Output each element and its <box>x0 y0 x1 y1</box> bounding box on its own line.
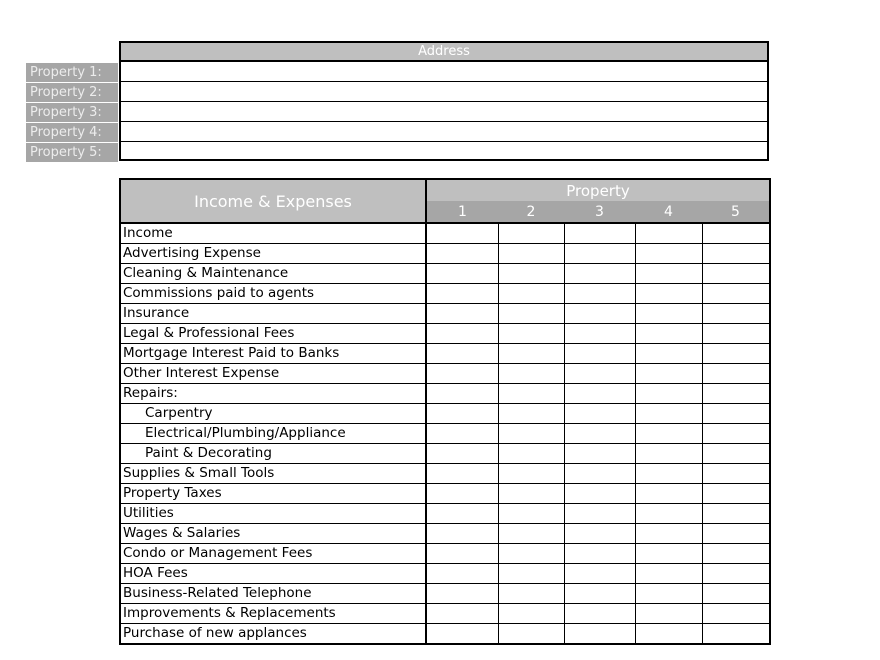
row-label: Income <box>120 223 426 244</box>
row-label: HOA Fees <box>120 564 426 584</box>
table-row <box>120 344 770 364</box>
row-label: Purchase of new applances <box>120 624 426 645</box>
row-label: Advertising Expense <box>120 244 426 264</box>
property-4-cell[interactable] <box>635 284 702 304</box>
property-1-cell[interactable] <box>426 223 498 244</box>
property-1-cell[interactable] <box>426 264 498 284</box>
property-1-cell[interactable] <box>426 424 498 444</box>
property-1-cell[interactable] <box>426 624 498 645</box>
table-row <box>120 504 770 524</box>
table-row <box>120 604 770 624</box>
property-1-cell[interactable] <box>426 284 498 304</box>
address-input-3[interactable] <box>119 101 769 121</box>
property-2-cell[interactable] <box>498 584 564 604</box>
property-2-cell[interactable] <box>498 404 564 424</box>
property-3-cell[interactable] <box>564 264 635 284</box>
row-label: Improvements & Replacements <box>120 604 426 624</box>
property-3-cell[interactable] <box>564 464 635 484</box>
property-5-cell[interactable] <box>702 364 770 384</box>
property-3-cell[interactable] <box>564 223 635 244</box>
property-1-cell[interactable] <box>426 344 498 364</box>
address-header: Address <box>119 41 769 61</box>
property-4-cell[interactable] <box>635 404 702 424</box>
table-row <box>120 264 770 284</box>
table-row <box>120 244 770 264</box>
property-4-cell[interactable] <box>635 604 702 624</box>
property-3-cell[interactable] <box>564 244 635 264</box>
property-2-cell[interactable] <box>498 384 564 404</box>
property-3-cell[interactable] <box>564 484 635 504</box>
property-4-cell[interactable] <box>635 504 702 524</box>
property-5-cell[interactable] <box>702 284 770 304</box>
property-number-2: 2 <box>498 201 564 223</box>
property-5-cell[interactable] <box>702 404 770 424</box>
property-3-cell[interactable] <box>564 344 635 364</box>
property-1-cell[interactable] <box>426 524 498 544</box>
property-5-cell[interactable] <box>702 564 770 584</box>
property-5-cell[interactable] <box>702 244 770 264</box>
table-row <box>120 364 770 384</box>
row-label: Condo or Management Fees <box>120 544 426 564</box>
table-row <box>120 624 770 645</box>
property-4-cell[interactable] <box>635 384 702 404</box>
property-4-cell[interactable] <box>635 304 702 324</box>
property-1-cell[interactable] <box>426 484 498 504</box>
property-4-cell[interactable] <box>635 324 702 344</box>
property-2-cell[interactable] <box>498 464 564 484</box>
property-4-cell[interactable] <box>635 544 702 564</box>
property-1-cell[interactable] <box>426 604 498 624</box>
property-2-cell[interactable] <box>498 284 564 304</box>
table-row <box>120 304 770 324</box>
property-2-cell[interactable] <box>498 564 564 584</box>
row-label: Carpentry <box>120 404 426 424</box>
property-3-cell[interactable] <box>564 444 635 464</box>
property-1-cell[interactable] <box>426 404 498 424</box>
property-3-cell[interactable] <box>564 304 635 324</box>
row-label: Legal & Professional Fees <box>120 324 426 344</box>
row-label: Commissions paid to agents <box>120 284 426 304</box>
property-number-4: 4 <box>635 201 702 223</box>
row-label: Property Taxes <box>120 484 426 504</box>
property-2-cell[interactable] <box>498 544 564 564</box>
row-label: Repairs: <box>120 384 426 404</box>
property-2-cell[interactable] <box>498 424 564 444</box>
income-expenses-body <box>120 223 770 644</box>
property-5-cell[interactable] <box>702 504 770 524</box>
property-3-cell[interactable] <box>564 404 635 424</box>
row-label: Mortgage Interest Paid to Banks <box>120 344 426 364</box>
table-row <box>120 524 770 544</box>
property-5-cell[interactable] <box>702 524 770 544</box>
property-1-cell[interactable] <box>426 244 498 264</box>
property-2-cell[interactable] <box>498 484 564 504</box>
property-5-cell[interactable] <box>702 223 770 244</box>
table-row <box>120 424 770 444</box>
property-4-cell[interactable] <box>635 364 702 384</box>
property-1-cell[interactable] <box>426 464 498 484</box>
property-3-cell[interactable] <box>564 364 635 384</box>
property-label-4: Property 4: <box>26 123 118 142</box>
property-2-cell[interactable] <box>498 244 564 264</box>
row-label: Insurance <box>120 304 426 324</box>
property-4-cell[interactable] <box>635 624 702 645</box>
address-input-1[interactable] <box>119 61 769 81</box>
property-5-cell[interactable] <box>702 264 770 284</box>
property-5-cell[interactable] <box>702 464 770 484</box>
property-5-cell[interactable] <box>702 484 770 504</box>
property-5-cell[interactable] <box>702 424 770 444</box>
property-3-cell[interactable] <box>564 524 635 544</box>
table-row <box>120 564 770 584</box>
property-4-cell[interactable] <box>635 584 702 604</box>
property-3-cell[interactable] <box>564 564 635 584</box>
property-2-cell[interactable] <box>498 264 564 284</box>
property-2-cell[interactable] <box>498 524 564 544</box>
property-number-1: 1 <box>426 201 498 223</box>
property-2-cell[interactable] <box>498 324 564 344</box>
property-3-cell[interactable] <box>564 284 635 304</box>
property-1-cell[interactable] <box>426 384 498 404</box>
property-number-5: 5 <box>702 201 770 223</box>
row-label: Business-Related Telephone <box>120 584 426 604</box>
property-1-cell[interactable] <box>426 364 498 384</box>
property-4-cell[interactable] <box>635 244 702 264</box>
property-4-cell[interactable] <box>635 344 702 364</box>
row-label: Supplies & Small Tools <box>120 464 426 484</box>
property-5-cell[interactable] <box>702 324 770 344</box>
property-3-cell[interactable] <box>564 544 635 564</box>
property-4-cell[interactable] <box>635 264 702 284</box>
property-2-cell[interactable] <box>498 304 564 324</box>
table-row <box>120 284 770 304</box>
property-label-2: Property 2: <box>26 83 118 102</box>
table-row <box>120 384 770 404</box>
row-label: Utilities <box>120 504 426 524</box>
row-label: Electrical/Plumbing/Appliance <box>120 424 426 444</box>
property-2-cell[interactable] <box>498 344 564 364</box>
property-2-cell[interactable] <box>498 604 564 624</box>
table-row <box>120 584 770 604</box>
table-row <box>120 484 770 504</box>
property-3-cell[interactable] <box>564 584 635 604</box>
property-label-1: Property 1: <box>26 63 118 82</box>
table-row <box>120 444 770 464</box>
property-2-cell[interactable] <box>498 364 564 384</box>
property-1-cell[interactable] <box>426 304 498 324</box>
property-4-cell[interactable] <box>635 484 702 504</box>
property-3-cell[interactable] <box>564 424 635 444</box>
property-4-cell[interactable] <box>635 524 702 544</box>
property-number-3: 3 <box>564 201 635 223</box>
property-5-cell[interactable] <box>702 344 770 364</box>
property-4-cell[interactable] <box>635 564 702 584</box>
table-row <box>120 404 770 424</box>
property-header: Property <box>426 179 770 201</box>
address-table-bottom-border <box>119 159 769 161</box>
property-2-cell[interactable] <box>498 504 564 524</box>
property-1-cell[interactable] <box>426 544 498 564</box>
property-5-cell[interactable] <box>702 604 770 624</box>
property-5-cell[interactable] <box>702 624 770 645</box>
property-1-cell[interactable] <box>426 584 498 604</box>
property-5-cell[interactable] <box>702 304 770 324</box>
address-input-5[interactable] <box>119 141 769 161</box>
property-3-cell[interactable] <box>564 504 635 524</box>
property-4-cell[interactable] <box>635 223 702 244</box>
table-row <box>120 544 770 564</box>
property-3-cell[interactable] <box>564 384 635 404</box>
property-2-cell[interactable] <box>498 624 564 645</box>
row-label: Other Interest Expense <box>120 364 426 384</box>
property-3-cell[interactable] <box>564 324 635 344</box>
property-3-cell[interactable] <box>564 624 635 645</box>
property-label-3: Property 3: <box>26 103 118 122</box>
property-3-cell[interactable] <box>564 604 635 624</box>
income-expenses-table <box>119 178 771 645</box>
property-5-cell[interactable] <box>702 584 770 604</box>
property-4-cell[interactable] <box>635 424 702 444</box>
table-row <box>120 324 770 344</box>
row-label: Cleaning & Maintenance <box>120 264 426 284</box>
property-5-cell[interactable] <box>702 384 770 404</box>
property-5-cell[interactable] <box>702 444 770 464</box>
row-label: Paint & Decorating <box>120 444 426 464</box>
property-4-cell[interactable] <box>635 464 702 484</box>
table-row <box>120 464 770 484</box>
table-row <box>120 223 770 244</box>
address-input-4[interactable] <box>119 121 769 141</box>
property-2-cell[interactable] <box>498 444 564 464</box>
address-input-2[interactable] <box>119 81 769 101</box>
property-1-cell[interactable] <box>426 324 498 344</box>
property-5-cell[interactable] <box>702 544 770 564</box>
property-4-cell[interactable] <box>635 444 702 464</box>
income-expenses-header: Income & Expenses <box>120 179 426 223</box>
property-label-5: Property 5: <box>26 143 118 162</box>
property-1-cell[interactable] <box>426 504 498 524</box>
row-label: Wages & Salaries <box>120 524 426 544</box>
property-1-cell[interactable] <box>426 444 498 464</box>
property-2-cell[interactable] <box>498 223 564 244</box>
property-1-cell[interactable] <box>426 564 498 584</box>
